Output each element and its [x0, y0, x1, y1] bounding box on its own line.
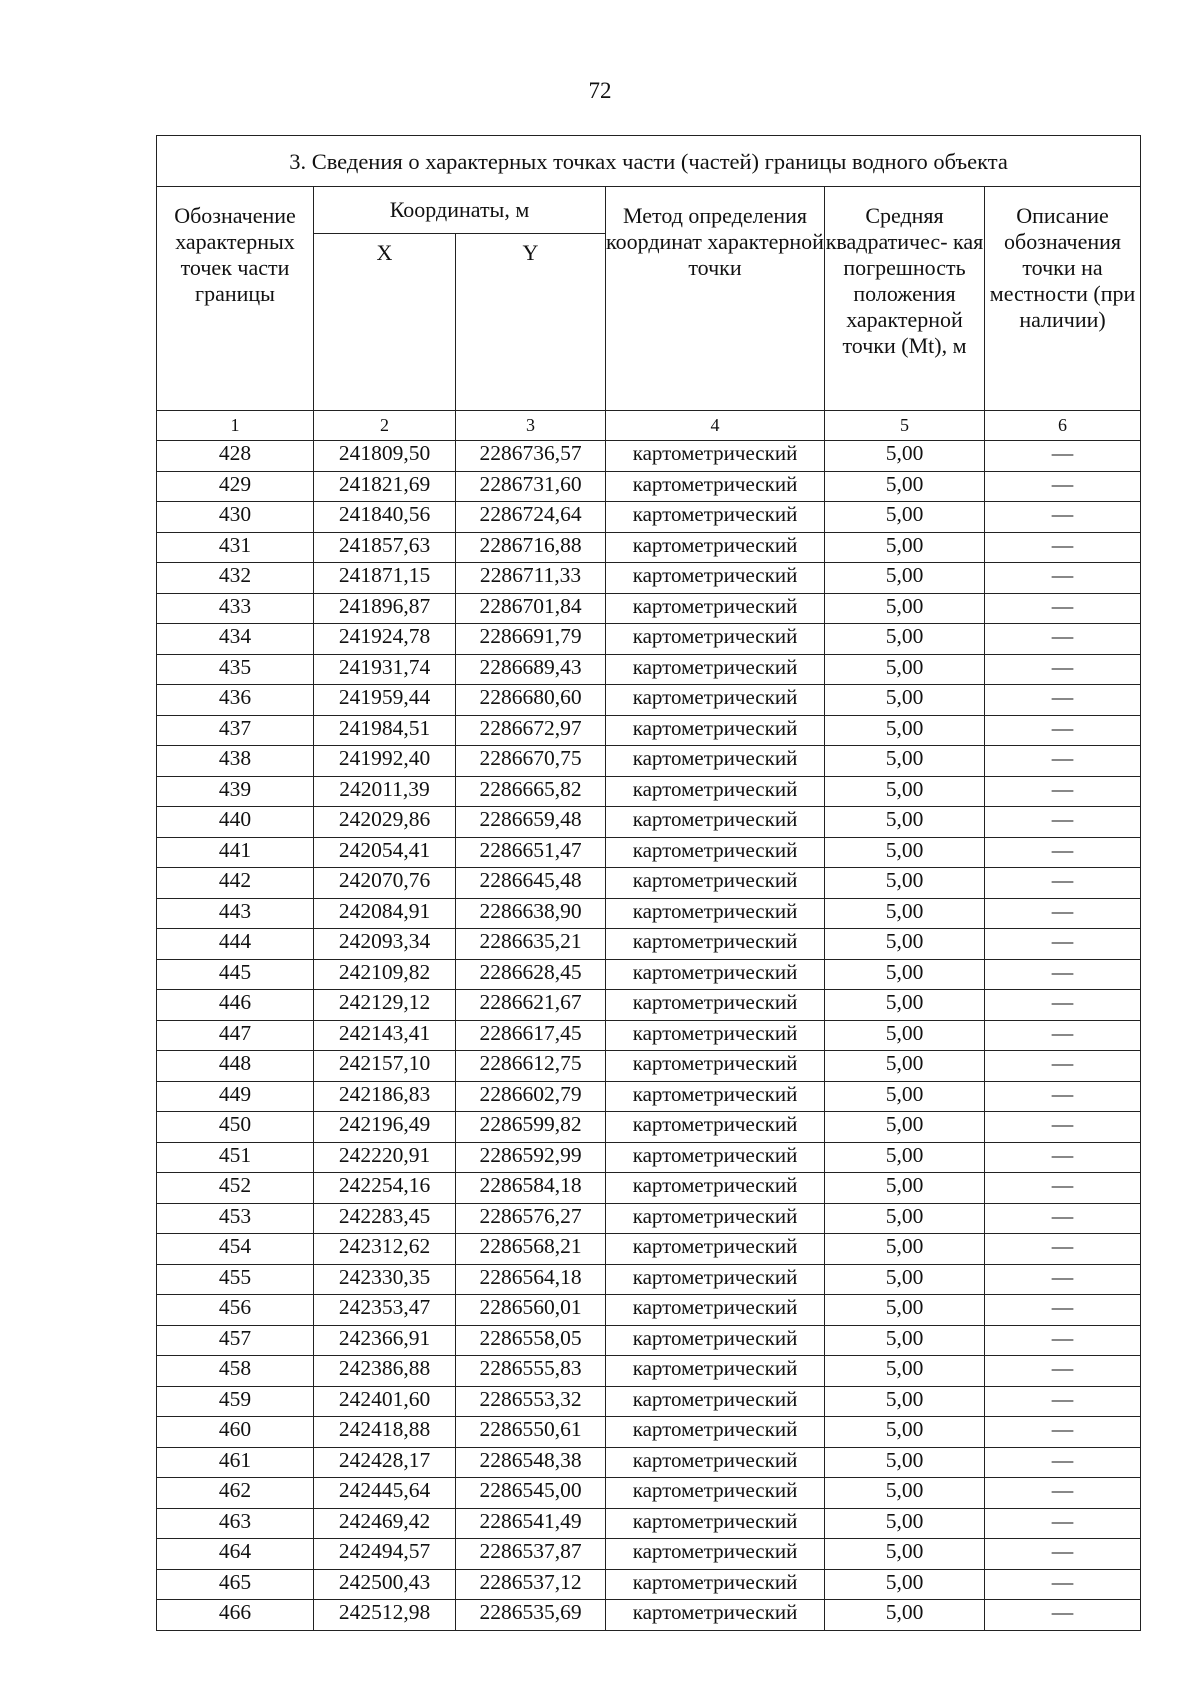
x-coordinate-cell: 241840,56	[314, 502, 456, 533]
x-coordinate-cell: 242330,35	[314, 1264, 456, 1295]
description-cell: —	[985, 1356, 1141, 1387]
table-row	[157, 1203, 1141, 1234]
x-coordinate-cell: 242445,64	[314, 1478, 456, 1509]
description-cell: —	[985, 593, 1141, 624]
mt-error-cell: 5,00	[825, 807, 985, 838]
mt-error-cell: 5,00	[825, 746, 985, 777]
method-cell: картометрический	[606, 1264, 825, 1295]
table-row	[157, 532, 1141, 563]
section-title: 3. Сведения о характерных точках части (частей) границы водного объекта	[157, 136, 1141, 187]
mt-error-cell: 5,00	[825, 532, 985, 563]
y-coordinate-cell: 2286576,27	[456, 1203, 606, 1234]
x-coordinate-cell: 241821,69	[314, 471, 456, 502]
method-cell: картометрический	[606, 1447, 825, 1478]
x-coordinate-cell: 242366,91	[314, 1325, 456, 1356]
mt-error-cell: 5,00	[825, 868, 985, 899]
method-cell: картометрический	[606, 1142, 825, 1173]
table-row	[157, 471, 1141, 502]
mt-error-cell: 5,00	[825, 1386, 985, 1417]
method-cell: картометрический	[606, 1600, 825, 1631]
description-cell: —	[985, 1264, 1141, 1295]
description-cell: —	[985, 1142, 1141, 1173]
description-cell: —	[985, 1203, 1141, 1234]
description-cell: —	[985, 1051, 1141, 1082]
point-id-cell: 438	[157, 746, 314, 777]
header-error: Средняя квадратичес- кая погрешность положения характерной точки (Mt), м	[825, 187, 985, 411]
method-cell: картометрический	[606, 471, 825, 502]
method-cell: картометрический	[606, 959, 825, 990]
description-cell: —	[985, 654, 1141, 685]
boundary-points-table	[156, 135, 1141, 1631]
description-cell: —	[985, 685, 1141, 716]
table-row	[157, 1020, 1141, 1051]
description-cell: —	[985, 1325, 1141, 1356]
point-id-cell: 454	[157, 1234, 314, 1265]
mt-error-cell: 5,00	[825, 502, 985, 533]
point-id-cell: 442	[157, 868, 314, 899]
y-coordinate-cell: 2286541,49	[456, 1508, 606, 1539]
point-id-cell: 436	[157, 685, 314, 716]
mt-error-cell: 5,00	[825, 1234, 985, 1265]
x-coordinate-cell: 242418,88	[314, 1417, 456, 1448]
description-cell: —	[985, 441, 1141, 472]
x-coordinate-cell: 242401,60	[314, 1386, 456, 1417]
y-coordinate-cell: 2286691,79	[456, 624, 606, 655]
table-row	[157, 1173, 1141, 1204]
y-coordinate-cell: 2286564,18	[456, 1264, 606, 1295]
x-coordinate-cell: 242283,45	[314, 1203, 456, 1234]
description-cell: —	[985, 1386, 1141, 1417]
x-coordinate-cell: 242469,42	[314, 1508, 456, 1539]
y-coordinate-cell: 2286689,43	[456, 654, 606, 685]
point-id-cell: 464	[157, 1539, 314, 1570]
y-coordinate-cell: 2286568,21	[456, 1234, 606, 1265]
y-coordinate-cell: 2286670,75	[456, 746, 606, 777]
description-cell: —	[985, 868, 1141, 899]
x-coordinate-cell: 242093,34	[314, 929, 456, 960]
mt-error-cell: 5,00	[825, 1264, 985, 1295]
description-cell: —	[985, 563, 1141, 594]
y-coordinate-cell: 2286599,82	[456, 1112, 606, 1143]
y-coordinate-cell: 2286545,00	[456, 1478, 606, 1509]
y-coordinate-cell: 2286584,18	[456, 1173, 606, 1204]
mt-error-cell: 5,00	[825, 715, 985, 746]
table-row	[157, 746, 1141, 777]
point-id-cell: 429	[157, 471, 314, 502]
mt-error-cell: 5,00	[825, 685, 985, 716]
y-coordinate-cell: 2286612,75	[456, 1051, 606, 1082]
mt-error-cell: 5,00	[825, 837, 985, 868]
column-number: 1	[157, 411, 314, 441]
y-coordinate-cell: 2286701,84	[456, 593, 606, 624]
method-cell: картометрический	[606, 1539, 825, 1570]
y-coordinate-cell: 2286716,88	[456, 532, 606, 563]
point-id-cell: 466	[157, 1600, 314, 1631]
mt-error-cell: 5,00	[825, 1447, 985, 1478]
table-row	[157, 776, 1141, 807]
column-number: 6	[985, 411, 1141, 441]
mt-error-cell: 5,00	[825, 1356, 985, 1387]
point-id-cell: 462	[157, 1478, 314, 1509]
table-row	[157, 685, 1141, 716]
description-cell: —	[985, 898, 1141, 929]
description-cell: —	[985, 959, 1141, 990]
mt-error-cell: 5,00	[825, 929, 985, 960]
point-id-cell: 428	[157, 441, 314, 472]
x-coordinate-cell: 241809,50	[314, 441, 456, 472]
point-id-cell: 460	[157, 1417, 314, 1448]
x-coordinate-cell: 242029,86	[314, 807, 456, 838]
method-cell: картометрический	[606, 1356, 825, 1387]
y-coordinate-cell: 2286621,67	[456, 990, 606, 1021]
description-cell: —	[985, 471, 1141, 502]
mt-error-cell: 5,00	[825, 1020, 985, 1051]
method-cell: картометрический	[606, 1051, 825, 1082]
mt-error-cell: 5,00	[825, 563, 985, 594]
point-id-cell: 435	[157, 654, 314, 685]
table-row	[157, 502, 1141, 533]
point-id-cell: 439	[157, 776, 314, 807]
y-coordinate-cell: 2286736,57	[456, 441, 606, 472]
point-id-cell: 456	[157, 1295, 314, 1326]
y-coordinate-cell: 2286724,64	[456, 502, 606, 533]
mt-error-cell: 5,00	[825, 1569, 985, 1600]
y-coordinate-cell: 2286672,97	[456, 715, 606, 746]
description-cell: —	[985, 1539, 1141, 1570]
column-number: 5	[825, 411, 985, 441]
description-cell: —	[985, 929, 1141, 960]
description-cell: —	[985, 1478, 1141, 1509]
method-cell: картометрический	[606, 1508, 825, 1539]
description-cell: —	[985, 807, 1141, 838]
y-coordinate-cell: 2286560,01	[456, 1295, 606, 1326]
point-id-cell: 441	[157, 837, 314, 868]
point-id-cell: 440	[157, 807, 314, 838]
point-id-cell: 449	[157, 1081, 314, 1112]
table-row	[157, 1478, 1141, 1509]
x-coordinate-cell: 242157,10	[314, 1051, 456, 1082]
mt-error-cell: 5,00	[825, 898, 985, 929]
table-row	[157, 1539, 1141, 1570]
y-coordinate-cell: 2286731,60	[456, 471, 606, 502]
x-coordinate-cell: 242386,88	[314, 1356, 456, 1387]
mt-error-cell: 5,00	[825, 1081, 985, 1112]
method-cell: картометрический	[606, 807, 825, 838]
x-coordinate-cell: 242500,43	[314, 1569, 456, 1600]
x-coordinate-cell: 241871,15	[314, 563, 456, 594]
y-coordinate-cell: 2286711,33	[456, 563, 606, 594]
point-id-cell: 443	[157, 898, 314, 929]
method-cell: картометрический	[606, 1295, 825, 1326]
mt-error-cell: 5,00	[825, 1051, 985, 1082]
y-coordinate-cell: 2286638,90	[456, 898, 606, 929]
description-cell: —	[985, 1417, 1141, 1448]
header-y: Y	[456, 234, 606, 411]
page-number: 72	[588, 78, 612, 103]
point-id-cell: 437	[157, 715, 314, 746]
table-body	[157, 441, 1141, 1631]
table-row	[157, 593, 1141, 624]
x-coordinate-cell: 241992,40	[314, 746, 456, 777]
x-coordinate-cell: 242011,39	[314, 776, 456, 807]
y-coordinate-cell: 2286665,82	[456, 776, 606, 807]
y-coordinate-cell: 2286537,87	[456, 1539, 606, 1570]
table-row	[157, 1447, 1141, 1478]
table-row	[157, 1600, 1141, 1631]
x-coordinate-cell: 242428,17	[314, 1447, 456, 1478]
description-cell: —	[985, 746, 1141, 777]
x-coordinate-cell: 242129,12	[314, 990, 456, 1021]
method-cell: картометрический	[606, 1020, 825, 1051]
table-row	[157, 1386, 1141, 1417]
mt-error-cell: 5,00	[825, 959, 985, 990]
description-cell: —	[985, 1020, 1141, 1051]
x-coordinate-cell: 242494,57	[314, 1539, 456, 1570]
description-cell: —	[985, 990, 1141, 1021]
method-cell: картометрический	[606, 1325, 825, 1356]
table-row	[157, 1356, 1141, 1387]
description-cell: —	[985, 1081, 1141, 1112]
x-coordinate-cell: 241857,63	[314, 532, 456, 563]
description-cell: —	[985, 1569, 1141, 1600]
table-row	[157, 654, 1141, 685]
method-cell: картометрический	[606, 1386, 825, 1417]
method-cell: картометрический	[606, 898, 825, 929]
y-coordinate-cell: 2286558,05	[456, 1325, 606, 1356]
table-row	[157, 1417, 1141, 1448]
description-cell: —	[985, 624, 1141, 655]
x-coordinate-cell: 242084,91	[314, 898, 456, 929]
point-id-cell: 445	[157, 959, 314, 990]
point-id-cell: 447	[157, 1020, 314, 1051]
y-coordinate-cell: 2286659,48	[456, 807, 606, 838]
y-coordinate-cell: 2286635,21	[456, 929, 606, 960]
y-coordinate-cell: 2286602,79	[456, 1081, 606, 1112]
table-row	[157, 1081, 1141, 1112]
method-cell: картометрический	[606, 441, 825, 472]
mt-error-cell: 5,00	[825, 1173, 985, 1204]
table-row	[157, 837, 1141, 868]
x-coordinate-cell: 242353,47	[314, 1295, 456, 1326]
x-coordinate-cell: 242109,82	[314, 959, 456, 990]
y-coordinate-cell: 2286537,12	[456, 1569, 606, 1600]
x-coordinate-cell: 242143,41	[314, 1020, 456, 1051]
mt-error-cell: 5,00	[825, 1539, 985, 1570]
mt-error-cell: 5,00	[825, 441, 985, 472]
header-description: Описание обозначения точки на местности (при наличии)	[985, 187, 1141, 411]
description-cell: —	[985, 1295, 1141, 1326]
point-id-cell: 448	[157, 1051, 314, 1082]
method-cell: картометрический	[606, 593, 825, 624]
mt-error-cell: 5,00	[825, 1112, 985, 1143]
y-coordinate-cell: 2286548,38	[456, 1447, 606, 1478]
method-cell: картометрический	[606, 746, 825, 777]
y-coordinate-cell: 2286617,45	[456, 1020, 606, 1051]
mt-error-cell: 5,00	[825, 990, 985, 1021]
mt-error-cell: 5,00	[825, 1600, 985, 1631]
point-id-cell: 458	[157, 1356, 314, 1387]
description-cell: —	[985, 532, 1141, 563]
point-id-cell: 451	[157, 1142, 314, 1173]
x-coordinate-cell: 242186,83	[314, 1081, 456, 1112]
table-row	[157, 1264, 1141, 1295]
method-cell: картометрический	[606, 1417, 825, 1448]
table-row	[157, 441, 1141, 472]
point-id-cell: 463	[157, 1508, 314, 1539]
x-coordinate-cell: 242254,16	[314, 1173, 456, 1204]
mt-error-cell: 5,00	[825, 593, 985, 624]
point-id-cell: 455	[157, 1264, 314, 1295]
y-coordinate-cell: 2286550,61	[456, 1417, 606, 1448]
point-id-cell: 434	[157, 624, 314, 655]
table-row	[157, 715, 1141, 746]
x-coordinate-cell: 242054,41	[314, 837, 456, 868]
mt-error-cell: 5,00	[825, 1295, 985, 1326]
column-number: 2	[314, 411, 456, 441]
method-cell: картометрический	[606, 1081, 825, 1112]
method-cell: картометрический	[606, 1112, 825, 1143]
method-cell: картометрический	[606, 929, 825, 960]
x-coordinate-cell: 241931,74	[314, 654, 456, 685]
description-cell: —	[985, 1112, 1141, 1143]
method-cell: картометрический	[606, 654, 825, 685]
table-row	[157, 563, 1141, 594]
mt-error-cell: 5,00	[825, 1508, 985, 1539]
table-row	[157, 868, 1141, 899]
table-row	[157, 1051, 1141, 1082]
mt-error-cell: 5,00	[825, 1142, 985, 1173]
table-row	[157, 990, 1141, 1021]
method-cell: картометрический	[606, 532, 825, 563]
description-cell: —	[985, 1173, 1141, 1204]
method-cell: картометрический	[606, 1478, 825, 1509]
description-cell: —	[985, 1234, 1141, 1265]
header-method: Метод определения координат характерной точки	[606, 187, 825, 411]
table-row	[157, 1295, 1141, 1326]
method-cell: картометрический	[606, 1234, 825, 1265]
description-cell: —	[985, 837, 1141, 868]
column-number: 4	[606, 411, 825, 441]
table-row	[157, 807, 1141, 838]
point-id-cell: 450	[157, 1112, 314, 1143]
description-cell: —	[985, 1508, 1141, 1539]
description-cell: —	[985, 776, 1141, 807]
method-cell: картометрический	[606, 715, 825, 746]
table-row	[157, 1325, 1141, 1356]
mt-error-cell: 5,00	[825, 1325, 985, 1356]
x-coordinate-cell: 241959,44	[314, 685, 456, 716]
mt-error-cell: 5,00	[825, 624, 985, 655]
header-x: X	[314, 234, 456, 411]
x-coordinate-cell: 242312,62	[314, 1234, 456, 1265]
y-coordinate-cell: 2286651,47	[456, 837, 606, 868]
method-cell: картометрический	[606, 624, 825, 655]
method-cell: картометрический	[606, 1569, 825, 1600]
mt-error-cell: 5,00	[825, 1203, 985, 1234]
method-cell: картометрический	[606, 868, 825, 899]
point-id-cell: 444	[157, 929, 314, 960]
method-cell: картометрический	[606, 502, 825, 533]
point-id-cell: 432	[157, 563, 314, 594]
y-coordinate-cell: 2286628,45	[456, 959, 606, 990]
point-id-cell: 431	[157, 532, 314, 563]
point-id-cell: 446	[157, 990, 314, 1021]
table-row	[157, 959, 1141, 990]
x-coordinate-cell: 241896,87	[314, 593, 456, 624]
description-cell: —	[985, 1600, 1141, 1631]
point-id-cell: 465	[157, 1569, 314, 1600]
description-cell: —	[985, 1447, 1141, 1478]
method-cell: картометрический	[606, 1173, 825, 1204]
x-coordinate-cell: 242512,98	[314, 1600, 456, 1631]
point-id-cell: 459	[157, 1386, 314, 1417]
x-coordinate-cell: 242196,49	[314, 1112, 456, 1143]
description-cell: —	[985, 502, 1141, 533]
point-id-cell: 430	[157, 502, 314, 533]
x-coordinate-cell: 241984,51	[314, 715, 456, 746]
x-coordinate-cell: 242070,76	[314, 868, 456, 899]
x-coordinate-cell: 242220,91	[314, 1142, 456, 1173]
point-id-cell: 433	[157, 593, 314, 624]
y-coordinate-cell: 2286645,48	[456, 868, 606, 899]
table-row	[157, 898, 1141, 929]
header-coordinates: Координаты, м	[314, 187, 606, 234]
y-coordinate-cell: 2286535,69	[456, 1600, 606, 1631]
table-row	[157, 1508, 1141, 1539]
column-number: 3	[456, 411, 606, 441]
x-coordinate-cell: 241924,78	[314, 624, 456, 655]
y-coordinate-cell: 2286555,83	[456, 1356, 606, 1387]
mt-error-cell: 5,00	[825, 1417, 985, 1448]
mt-error-cell: 5,00	[825, 776, 985, 807]
table-row	[157, 1234, 1141, 1265]
point-id-cell: 461	[157, 1447, 314, 1478]
table-row	[157, 624, 1141, 655]
method-cell: картометрический	[606, 685, 825, 716]
header-designation: Обозначение характерных точек части границы	[157, 187, 314, 411]
table-row	[157, 1569, 1141, 1600]
y-coordinate-cell: 2286592,99	[456, 1142, 606, 1173]
point-id-cell: 457	[157, 1325, 314, 1356]
method-cell: картометрический	[606, 990, 825, 1021]
method-cell: картометрический	[606, 837, 825, 868]
y-coordinate-cell: 2286553,32	[456, 1386, 606, 1417]
mt-error-cell: 5,00	[825, 1478, 985, 1509]
mt-error-cell: 5,00	[825, 471, 985, 502]
table-row	[157, 1112, 1141, 1143]
y-coordinate-cell: 2286680,60	[456, 685, 606, 716]
method-cell: картометрический	[606, 1203, 825, 1234]
table-row	[157, 929, 1141, 960]
description-cell: —	[985, 715, 1141, 746]
mt-error-cell: 5,00	[825, 654, 985, 685]
method-cell: картометрический	[606, 563, 825, 594]
table-row	[157, 1142, 1141, 1173]
method-cell: картометрический	[606, 776, 825, 807]
point-id-cell: 453	[157, 1203, 314, 1234]
point-id-cell: 452	[157, 1173, 314, 1204]
